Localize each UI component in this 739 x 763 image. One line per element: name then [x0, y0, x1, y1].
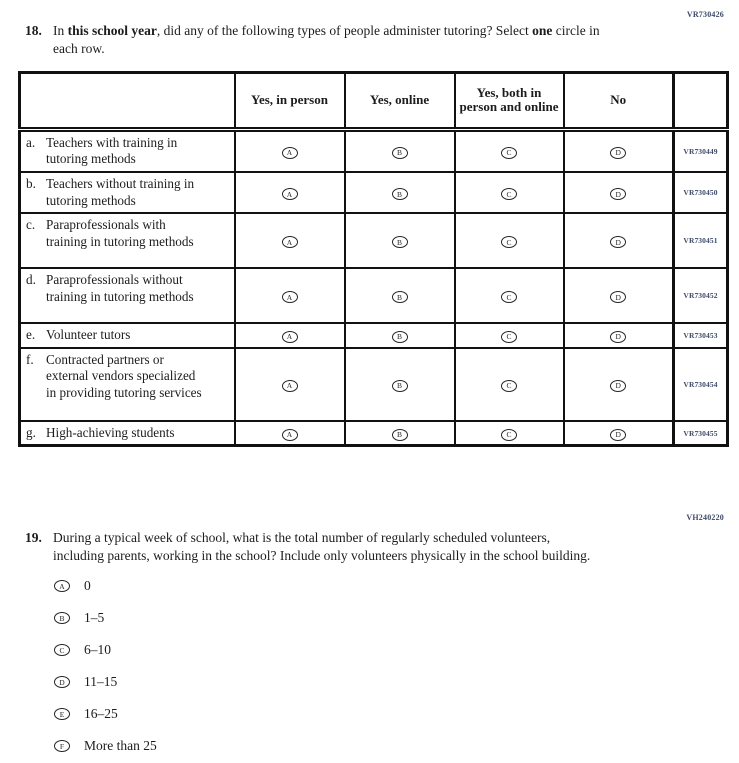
- option-label: 1–5: [84, 610, 105, 625]
- radio-yes-both[interactable]: [501, 188, 517, 200]
- radio-letter: D: [59, 677, 65, 687]
- row-label-text: Volunteer tutors: [46, 327, 131, 343]
- radio-no[interactable]: [610, 236, 626, 248]
- question-19-options: [54, 578, 739, 754]
- response-cell: [455, 213, 564, 268]
- row-letter: c.: [26, 217, 36, 233]
- radio-letter: A: [59, 581, 65, 591]
- column-header-yes-online: Yes, online: [345, 72, 455, 129]
- prompt-bold-text: one: [532, 23, 553, 38]
- row-code: VR730450: [674, 172, 728, 213]
- response-cell: [455, 172, 564, 213]
- radio-letter: D: [615, 237, 621, 247]
- response-cell: [455, 421, 564, 446]
- question-18-number: 18.: [25, 23, 42, 38]
- row-label-text: Contracted partners or external vendors specialized in providing tutoring services: [46, 351, 202, 400]
- row-label-text: Teachers with training in tutoring methods: [46, 134, 178, 167]
- response-cell: [345, 323, 455, 348]
- q19-radio-e[interactable]: [54, 708, 70, 720]
- row-code: VR730451: [674, 213, 728, 268]
- column-header-no: No: [564, 72, 674, 129]
- radio-yes-online[interactable]: [392, 147, 408, 159]
- row-label: [20, 213, 235, 268]
- row-label: [20, 348, 235, 421]
- response-cell: [345, 268, 455, 323]
- radio-letter: B: [396, 430, 402, 440]
- option-label: 6–10: [84, 642, 111, 657]
- radio-yes-online[interactable]: [392, 291, 408, 303]
- q19-radio-b[interactable]: [54, 612, 70, 624]
- prompt-text: circle in each row.: [53, 23, 600, 56]
- response-cell: [235, 213, 345, 268]
- response-cell: [235, 348, 345, 421]
- radio-yes-in-person[interactable]: [282, 291, 298, 303]
- response-cell: [345, 129, 455, 172]
- radio-yes-online[interactable]: [392, 380, 408, 392]
- question-18-code-line: [0, 0, 739, 20]
- radio-yes-online[interactable]: [392, 188, 408, 200]
- radio-yes-in-person[interactable]: [282, 236, 298, 248]
- response-cell: [345, 213, 455, 268]
- response-cell: [564, 348, 674, 421]
- row-letter: d.: [26, 272, 36, 288]
- row-letter: a.: [26, 134, 36, 150]
- table-row-a: [20, 129, 728, 172]
- radio-no[interactable]: [610, 188, 626, 200]
- row-label: [20, 129, 235, 172]
- row-label-text: Paraprofessionals with training in tutoring methods: [46, 217, 194, 249]
- radio-letter: A: [286, 430, 293, 440]
- response-cell: [345, 348, 455, 421]
- list-item: [54, 738, 739, 754]
- radio-yes-both[interactable]: [501, 147, 517, 159]
- radio-letter: E: [59, 709, 65, 719]
- response-cell: [564, 421, 674, 446]
- radio-letter: B: [396, 237, 402, 247]
- response-cell: [564, 268, 674, 323]
- radio-no[interactable]: [610, 147, 626, 159]
- row-letter: f.: [26, 351, 34, 367]
- option-label: 0: [84, 578, 91, 593]
- radio-letter: A: [286, 148, 293, 158]
- radio-yes-online[interactable]: [392, 429, 408, 441]
- row-letter: e.: [26, 327, 36, 343]
- prompt-bold-text: this school year: [67, 23, 157, 38]
- response-cell: [235, 323, 345, 348]
- table-row-d: [20, 268, 728, 323]
- radio-yes-both[interactable]: [501, 429, 517, 441]
- radio-yes-online[interactable]: [392, 331, 408, 343]
- radio-letter: A: [286, 292, 293, 302]
- row-code: VR730454: [674, 348, 728, 421]
- radio-no[interactable]: [610, 291, 626, 303]
- list-item: [54, 610, 739, 626]
- radio-yes-both[interactable]: [501, 291, 517, 303]
- radio-letter: C: [506, 381, 512, 391]
- radio-yes-in-person[interactable]: [282, 331, 298, 343]
- list-item: [54, 674, 739, 690]
- row-label: [20, 268, 235, 323]
- response-cell: [564, 129, 674, 172]
- radio-no[interactable]: [610, 331, 626, 343]
- radio-letter: F: [59, 741, 65, 751]
- empty-header-cell: [20, 72, 235, 129]
- q19-radio-d[interactable]: [54, 676, 70, 688]
- question-19-number: 19.: [25, 530, 42, 546]
- radio-letter: D: [615, 332, 621, 342]
- radio-letter: B: [59, 613, 65, 623]
- header-row: [20, 72, 728, 129]
- row-code: VR730452: [674, 268, 728, 323]
- q19-radio-c[interactable]: [54, 644, 70, 656]
- row-label: [20, 172, 235, 213]
- table-row-b: [20, 172, 728, 213]
- row-label-text: Teachers without training in tutoring methods: [46, 175, 195, 208]
- radio-letter: B: [396, 381, 402, 391]
- q19-radio-a[interactable]: [54, 580, 70, 592]
- radio-letter: B: [396, 148, 402, 158]
- radio-letter: C: [506, 237, 512, 247]
- question-19-code: VH240220: [686, 513, 724, 523]
- radio-yes-both[interactable]: [501, 236, 517, 248]
- radio-letter: C: [506, 189, 512, 199]
- table-row-e: [20, 323, 728, 348]
- response-cell: [235, 129, 345, 172]
- list-item: [54, 578, 739, 594]
- row-letter: g.: [26, 424, 36, 440]
- radio-letter: D: [615, 148, 621, 158]
- row-label-text: Paraprofessionals without training in tutoring methods: [46, 272, 194, 304]
- radio-letter: B: [396, 332, 402, 342]
- response-cell: [564, 323, 674, 348]
- row-letter: b.: [26, 175, 36, 191]
- table-row-c: [20, 213, 728, 268]
- radio-letter: C: [506, 430, 512, 440]
- response-cell: [455, 348, 564, 421]
- radio-yes-in-person[interactable]: [282, 147, 298, 159]
- radio-letter: B: [396, 189, 402, 199]
- response-cell: [345, 421, 455, 446]
- row-label-text: High-achieving students: [46, 424, 175, 440]
- prompt-text: , did any of the following types of people administer tutoring? Select: [156, 23, 533, 38]
- radio-letter: A: [286, 332, 293, 342]
- response-cell: [455, 129, 564, 172]
- radio-letter: A: [286, 237, 293, 247]
- radio-yes-in-person[interactable]: [282, 429, 298, 441]
- radio-letter: C: [59, 645, 65, 655]
- radio-letter: D: [615, 381, 621, 391]
- prompt-text: In: [53, 23, 68, 38]
- row-label: [20, 323, 235, 348]
- question-19-stem: [25, 529, 719, 565]
- radio-letter: A: [286, 381, 293, 391]
- question-18-code: VR730426: [686, 10, 724, 19]
- radio-letter: A: [286, 189, 293, 199]
- radio-yes-both[interactable]: [501, 380, 517, 392]
- radio-no[interactable]: [610, 429, 626, 441]
- response-cell: [564, 213, 674, 268]
- column-header-yes-both: Yes, both in person and online: [455, 72, 564, 129]
- empty-code-header-cell: [674, 72, 728, 129]
- list-item: [54, 642, 739, 658]
- row-code: VR730449: [674, 129, 728, 172]
- row-code: VR730455: [674, 421, 728, 446]
- q19-radio-f[interactable]: [54, 740, 70, 752]
- row-code: VR730453: [674, 323, 728, 348]
- response-cell: [455, 268, 564, 323]
- radio-letter: C: [506, 332, 512, 342]
- radio-letter: D: [615, 292, 621, 302]
- question-18-prompt: [53, 22, 623, 58]
- radio-yes-in-person[interactable]: [282, 380, 298, 392]
- question-18-stem: [25, 22, 719, 58]
- table-row-f: [20, 348, 728, 421]
- response-cell: [455, 323, 564, 348]
- q18-response-table: [18, 71, 729, 448]
- row-label: [20, 421, 235, 446]
- radio-letter: B: [396, 292, 402, 302]
- question-19-prompt: During a typical week of school, what is the total number of regularly scheduled volunteers, including parents, working in the school? Include only volunteers physically in the school building.: [53, 530, 591, 564]
- response-cell: [235, 268, 345, 323]
- radio-letter: C: [506, 292, 512, 302]
- response-cell: [235, 421, 345, 446]
- option-label: 11–15: [84, 674, 118, 689]
- radio-yes-online[interactable]: [392, 236, 408, 248]
- radio-letter: D: [615, 189, 621, 199]
- table-row-g: [20, 421, 728, 446]
- response-cell: [564, 172, 674, 213]
- radio-yes-both[interactable]: [501, 331, 517, 343]
- response-cell: [235, 172, 345, 213]
- radio-letter: C: [506, 148, 512, 158]
- list-item: [54, 706, 739, 722]
- option-label: 16–25: [84, 706, 118, 721]
- option-label: More than 25: [84, 738, 157, 753]
- column-header-yes-in-person: Yes, in person: [235, 72, 345, 129]
- radio-yes-in-person[interactable]: [282, 188, 298, 200]
- response-cell: [345, 172, 455, 213]
- radio-no[interactable]: [610, 380, 626, 392]
- question-19-code-line: [0, 513, 739, 523]
- radio-letter: D: [615, 430, 621, 440]
